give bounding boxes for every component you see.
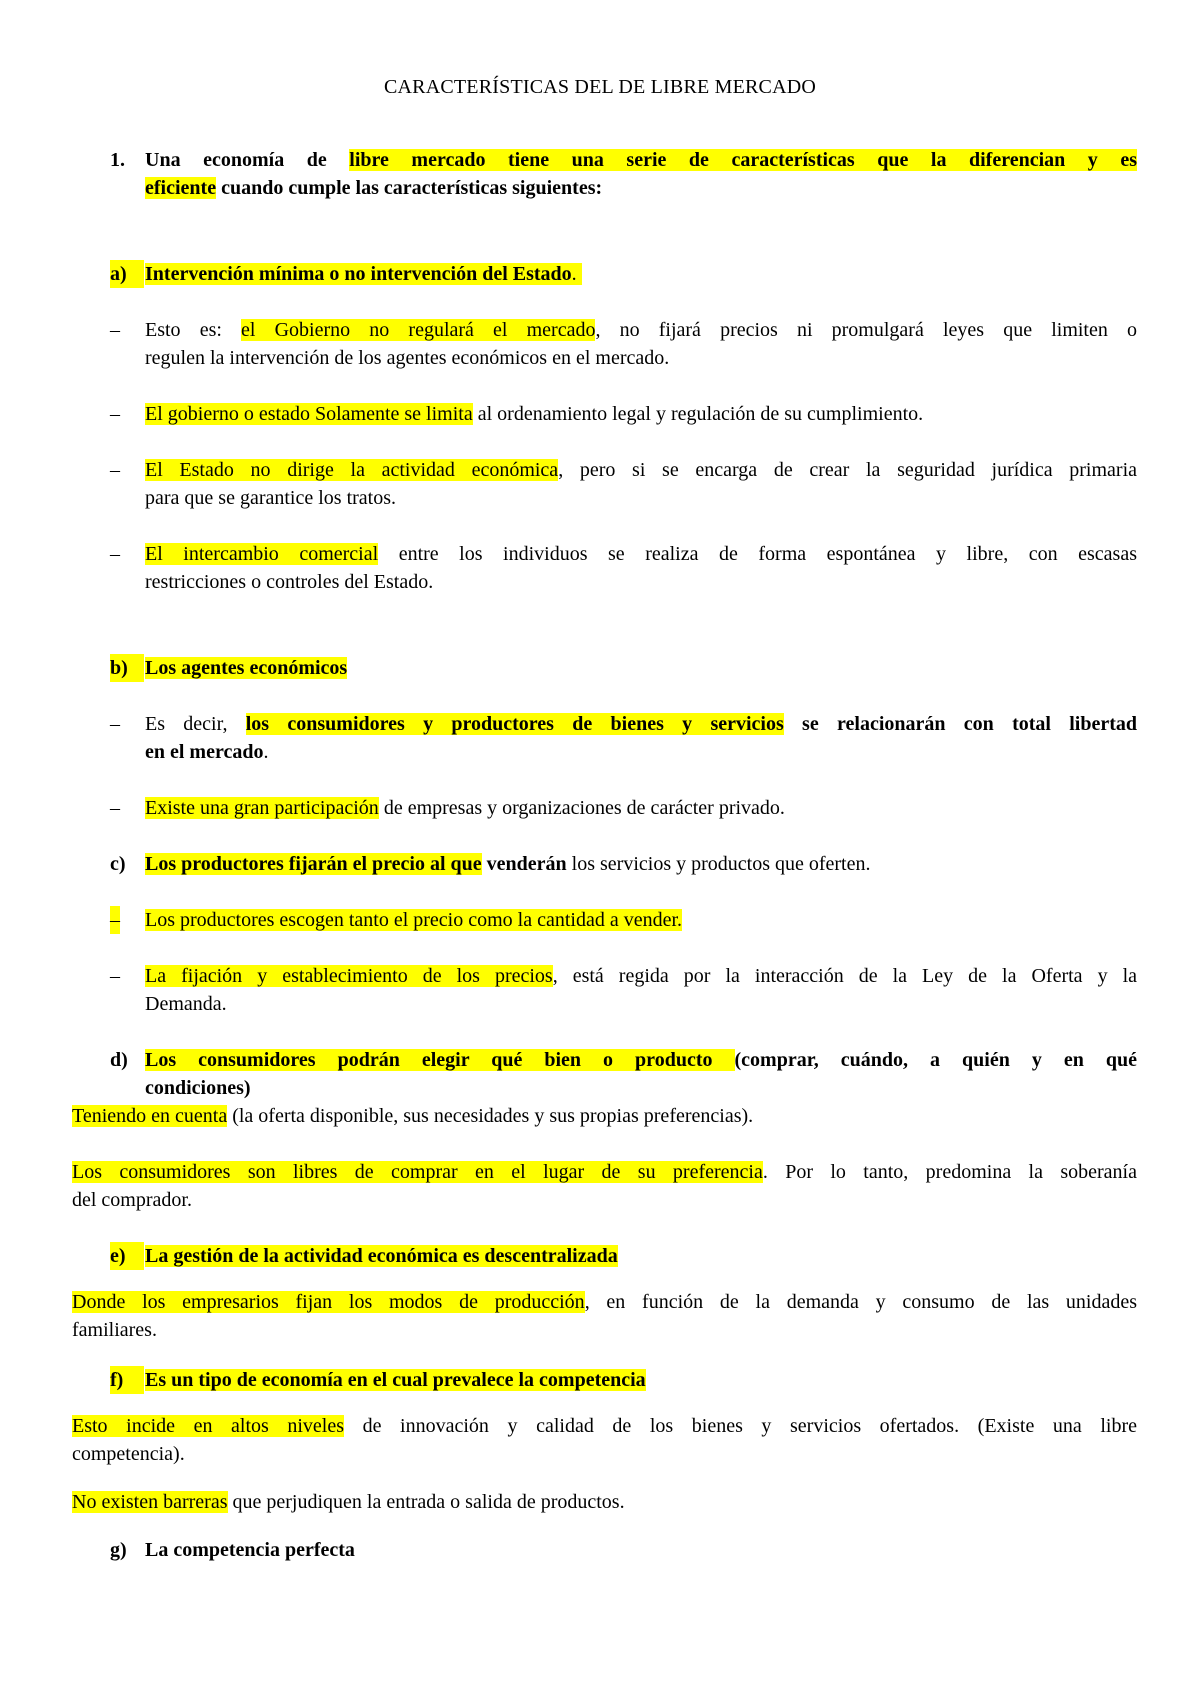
section-marker-f: f) bbox=[110, 1366, 144, 1394]
highlight: Donde los empresarios fijan los modos de producción bbox=[72, 1291, 585, 1313]
b-bullet1-line1 bbox=[145, 710, 1137, 738]
f-paragraph1-line1 bbox=[72, 1412, 1137, 1440]
text: , en función de la demanda y consumo de las unidades bbox=[584, 1291, 1138, 1313]
section-heading-b bbox=[145, 654, 347, 682]
highlight: Teniendo en cuenta bbox=[72, 1105, 228, 1127]
highlight: El intercambio comercial bbox=[145, 543, 379, 565]
highlight: Es un tipo de economía en el cual prevalece la competencia bbox=[145, 1369, 646, 1391]
item1-line1 bbox=[145, 146, 1137, 174]
text: los servicios y productos que oferten. bbox=[566, 853, 871, 875]
item1-line2 bbox=[145, 174, 602, 202]
section-marker-c: c) bbox=[110, 853, 126, 875]
highlight: No existen barreras bbox=[72, 1491, 228, 1513]
section-heading-f bbox=[145, 1366, 646, 1394]
text: que perjudiquen la entrada o salida de productos. bbox=[227, 1491, 625, 1513]
highlight: La fijación y establecimiento de los precios bbox=[145, 965, 553, 987]
bullet-dash: – bbox=[110, 965, 120, 987]
e-paragraph-line2: familiares. bbox=[72, 1319, 157, 1341]
text: (comprar, cuándo, a quién y en qué bbox=[734, 1049, 1137, 1071]
e-paragraph-line1 bbox=[72, 1288, 1137, 1316]
section-heading-g: La competencia perfecta bbox=[145, 1539, 355, 1561]
c-bullet2-line2: Demanda. bbox=[145, 993, 227, 1015]
bullet-dash: – bbox=[110, 797, 120, 819]
section-heading-e bbox=[145, 1242, 618, 1270]
text: Es decir, bbox=[145, 713, 246, 735]
highlight: el Gobierno no regulará el mercado bbox=[241, 319, 596, 341]
highlight: Intervención mínima o no intervención del Estado bbox=[145, 263, 572, 285]
a-bullet1-line1 bbox=[145, 316, 1137, 344]
text: , no fijará precios ni promulgará leyes que limiten o bbox=[595, 319, 1137, 341]
a-bullet4-line2: restricciones o controles del Estado. bbox=[145, 571, 434, 593]
a-bullet3-line2: para que se garantice los tratos. bbox=[145, 487, 397, 509]
a-bullet2 bbox=[145, 400, 923, 428]
a-bullet4-line1 bbox=[145, 540, 1137, 568]
text: (la oferta disponible, sus necesidades y sus propias preferencias). bbox=[227, 1105, 754, 1127]
text: . bbox=[263, 741, 269, 763]
section-marker-g: g) bbox=[110, 1539, 127, 1561]
text: al ordenamiento legal y regulación de su cumplimiento. bbox=[472, 403, 924, 425]
highlight: Los productores fijarán el precio al que bbox=[145, 853, 482, 875]
text: entre los individuos se realiza de forma espontánea y libre, con escasas bbox=[378, 543, 1137, 565]
b-bullet2 bbox=[145, 794, 785, 822]
section-heading-d-line1 bbox=[145, 1046, 1137, 1074]
text: cuando cumple las características siguientes: bbox=[216, 177, 603, 199]
text: , está regida por la interacción de la Ley de la Oferta y la bbox=[552, 965, 1138, 987]
text: en el mercado bbox=[145, 741, 264, 763]
text: se relacionarán con total libertad bbox=[783, 713, 1138, 735]
section-heading-c bbox=[145, 850, 871, 878]
highlight: El Estado no dirige la actividad económica bbox=[145, 459, 559, 481]
section-marker-a: a) bbox=[110, 260, 144, 288]
a-bullet1-line2: regulen la intervención de los agentes económicos en el mercado. bbox=[145, 347, 670, 369]
highlight: Esto incide en altos niveles bbox=[72, 1415, 345, 1437]
section-marker-e: e) bbox=[110, 1242, 144, 1270]
d-paragraph2-line1 bbox=[72, 1158, 1137, 1186]
section-heading-a bbox=[145, 260, 582, 288]
highlight: Los agentes económicos bbox=[145, 657, 348, 679]
text: , pero si se encarga de crear la seguridad jurídica primaria bbox=[558, 459, 1137, 481]
highlight: El gobierno o estado Solamente se limita bbox=[145, 403, 473, 425]
d-paragraph1 bbox=[72, 1102, 753, 1130]
f-paragraph2 bbox=[72, 1488, 625, 1516]
section-marker-b: b) bbox=[110, 654, 144, 682]
c-bullet2-line1 bbox=[145, 962, 1137, 990]
bullet-dash: – bbox=[110, 403, 120, 425]
b-bullet1-line2 bbox=[145, 738, 269, 766]
section-heading-d-line2: condiciones) bbox=[145, 1077, 251, 1099]
f-paragraph1-line2: competencia). bbox=[72, 1443, 185, 1465]
highlight: libre mercado tiene una serie de características que la diferencian y es bbox=[349, 149, 1137, 171]
bullet-dash: – bbox=[110, 906, 120, 934]
section-marker-d: d) bbox=[110, 1049, 128, 1071]
c-bullet1 bbox=[145, 906, 682, 934]
text: Una economía de bbox=[145, 149, 350, 171]
text: . bbox=[571, 263, 577, 285]
bullet-dash: – bbox=[110, 543, 120, 565]
bullet-dash: – bbox=[110, 713, 120, 735]
item-number: 1. bbox=[110, 149, 125, 171]
bullet-dash: – bbox=[110, 319, 120, 341]
page-title: CARACTERÍSTICAS DEL DE LIBRE MERCADO bbox=[383, 76, 817, 98]
highlight: los consumidores y productores de bienes y servicios bbox=[245, 713, 784, 735]
text: venderán bbox=[481, 853, 567, 875]
a-bullet3-line1 bbox=[145, 456, 1137, 484]
highlight: Existe una gran participación bbox=[145, 797, 379, 819]
bullet-dash: – bbox=[110, 459, 120, 481]
highlight: Los productores escogen tanto el precio como la cantidad a vender. bbox=[145, 909, 683, 931]
text: Esto es: bbox=[145, 319, 242, 341]
highlight: eficiente bbox=[145, 177, 217, 199]
highlight: La gestión de la actividad económica es descentralizada bbox=[145, 1245, 618, 1267]
text: de innovación y calidad de los bienes y servicios ofertados. (Existe una libre bbox=[344, 1415, 1137, 1437]
highlight: Los consumidores son libres de comprar en el lugar de su preferencia bbox=[72, 1161, 763, 1183]
highlight: Los consumidores podrán elegir qué bien o producto bbox=[145, 1049, 735, 1071]
text: de empresas y organizaciones de carácter privado. bbox=[378, 797, 785, 819]
text: . Por lo tanto, predomina la soberanía bbox=[762, 1161, 1137, 1183]
d-paragraph2-line2: del comprador. bbox=[72, 1189, 192, 1211]
